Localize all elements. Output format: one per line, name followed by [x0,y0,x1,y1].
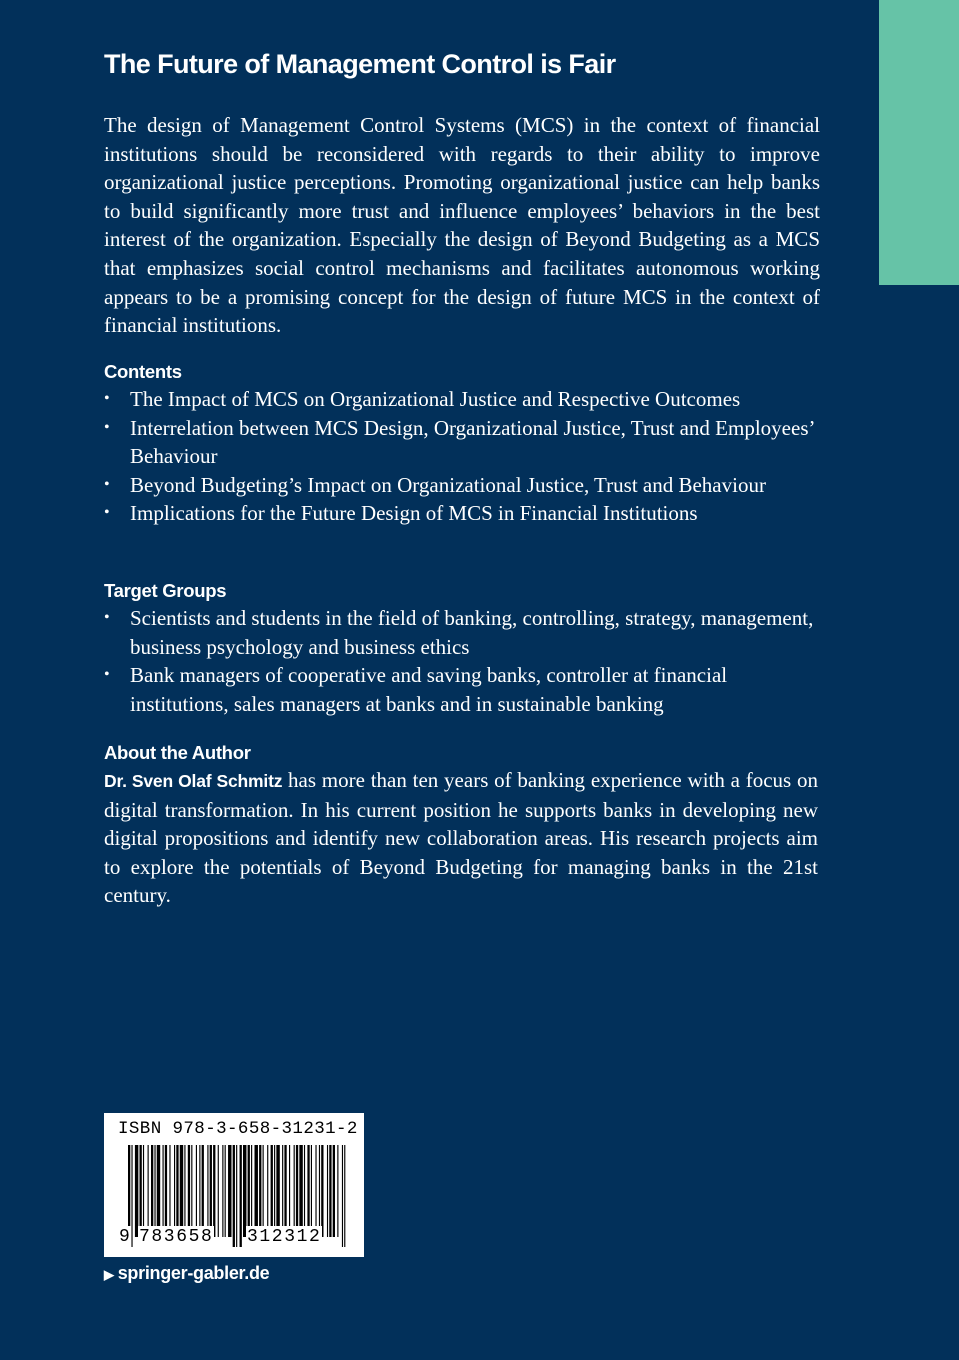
barcode-bar [188,1145,190,1237]
contents-section [104,359,824,528]
isbn-label: ISBN 978-3-658-31231-2 [118,1119,358,1139]
barcode-bar [163,1145,164,1237]
barcode-bar [315,1145,316,1237]
about-section [104,740,818,910]
page-title: The Future of Management Control is Fair [104,49,616,79]
barcode-bar [248,1145,250,1237]
barcode-bar [191,1145,192,1237]
barcode-bar [299,1145,302,1237]
barcode-bar [199,1145,200,1237]
barcode-bar [196,1145,197,1237]
barcode-bar [184,1145,185,1237]
list-item: • Bank managers of cooperative and saving banks, controller at financial institutions, sales managers at banks and in sustainable banking [104,663,728,716]
bullet-icon: • [104,418,110,436]
isbn-barcode [104,1113,364,1257]
accent-tab [879,0,959,285]
intro-paragraph: The design of Management Control Systems (MCS) in the context of financial institutions should be reconsidered with regards to their ability to improve organizational justice perceptions. Promoting organizational justice can help banks to build significantly more trust and influence employees’ behaviors in the best interest of the organization. Especially the design of Beyond Budgeting as a MCS that emphasizes social control mechanisms and facilitates autonomous working appears to be a promising concept for the design of future MCS in the context of financial institutions. [104,113,820,338]
barcode-bar [267,1145,268,1237]
barcode-bar [243,1145,246,1237]
about-text: has more than ten years of banking experience with a focus on digital transformation. In his current position he supports banks in developing new digital propositions and identify new collaboration areas. His research projects aim to explore the potentials of Beyond Budgeting for managing banks in the 21st century. [104,768,818,908]
barcode-bar [165,1145,167,1237]
barcode-bar [263,1145,264,1237]
barcode-bar [296,1145,298,1237]
barcode-bar [321,1145,323,1237]
barcode-bar [311,1145,312,1237]
barcode-bar [143,1145,144,1237]
barcode-bar [251,1145,252,1237]
barcode-digit-first: 9 [119,1227,130,1247]
bullet-icon: • [104,504,110,522]
barcode-bar [169,1145,170,1237]
list-item: • Interrelation between MCS Design, Organizational Justice, Trust and Employees’ Behaviour [104,415,814,469]
barcode-bar [255,1145,258,1237]
barcode-bar [151,1145,153,1237]
bullet-icon: • [104,609,110,626]
list-item: • Scientists and students in the field of banking, controlling, strategy, management, business psychology and business ethics [104,606,814,659]
list-item: • Implications for the Future Design of MCS in Financial Institutions [104,499,824,528]
arrow-right-icon: ▶ [104,1267,114,1282]
barcode-digits-right: 312312 [247,1227,322,1247]
barcode-bar [228,1145,231,1237]
barcode-bar [154,1145,155,1237]
barcode-bar [140,1145,142,1237]
bullet-icon: • [104,390,110,407]
bullet-icon: • [104,666,110,684]
bullet-icon: • [104,475,110,493]
list-item: • The Impact of MCS on Organizational Justice and Respective Outcomes [104,385,824,414]
barcode-bar [276,1145,279,1237]
barcode-bar [271,1145,273,1237]
barcode-bar [307,1145,309,1237]
target-groups-heading: Target Groups [104,580,227,601]
barcode-bar [222,1145,223,1237]
about-paragraph [104,766,818,910]
target-groups-section [104,578,824,718]
barcode-bar [319,1145,320,1237]
barcode-bar [274,1145,275,1237]
barcode-bar [180,1145,183,1237]
barcode-bar [294,1145,295,1237]
barcode-bar [337,1145,338,1237]
barcode-bar [202,1145,204,1237]
barcode-bar [225,1145,226,1237]
barcode-bar [207,1145,208,1237]
barcode-bar [210,1145,212,1237]
barcode-bar [329,1145,331,1237]
target-groups-list [104,604,824,718]
barcode-bar [135,1145,138,1237]
barcode-bar [289,1145,290,1237]
barcode-bar [157,1145,160,1237]
list-item: • Beyond Budgeting’s Impact on Organizational Justice, Trust and Behaviour [104,471,824,500]
barcode-bar [327,1145,328,1237]
barcode-bar [259,1145,261,1237]
barcode-bar [174,1145,175,1237]
barcode-bar [282,1145,283,1237]
author-name: Dr. Sven Olaf Schmitz [104,771,283,791]
barcode-bar [148,1145,149,1237]
barcode-bar [176,1145,178,1237]
about-heading: About the Author [104,742,251,763]
barcode-bar [213,1145,215,1237]
barcode-digits-left: 783658 [139,1227,214,1247]
publisher-url: springer-gabler.de [117,1263,270,1283]
contents-list [104,385,824,528]
barcode-bar [333,1145,335,1237]
barcode-digits [118,1226,354,1250]
publisher-link[interactable] [104,1260,269,1288]
contents-heading: Contents [104,361,182,382]
barcode-bar [284,1145,286,1237]
barcode-bar [218,1145,219,1237]
barcode-bar [304,1145,305,1237]
